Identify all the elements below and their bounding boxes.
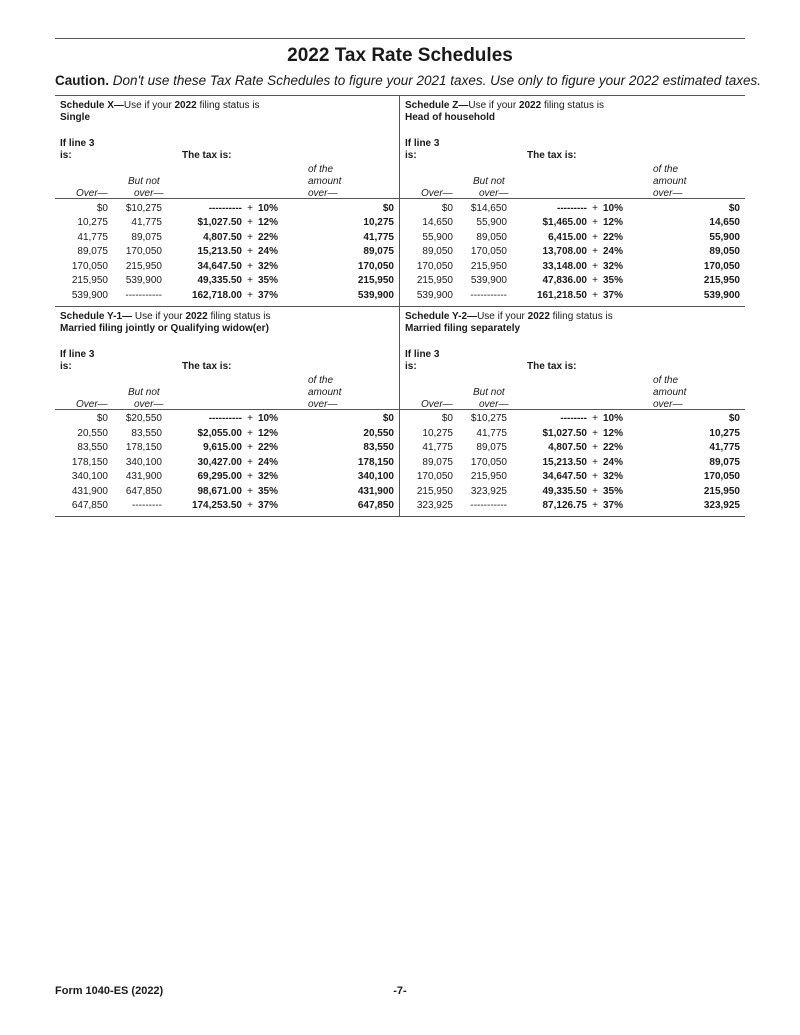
amount-label: amount (308, 176, 342, 187)
over-cell: 647,850 (71, 500, 108, 512)
schedule-row-2 (55, 306, 745, 518)
but-not-over-label: over— (134, 188, 164, 199)
amount-label: amount (653, 176, 687, 187)
plus-sign: + (592, 289, 598, 301)
table-row (405, 259, 741, 274)
schedule-name: Schedule Y-2— (405, 310, 478, 322)
plus-sign: + (592, 217, 598, 229)
table-row (60, 499, 395, 514)
but-not-over-cell: $14,650 (470, 202, 507, 214)
tax-base-cell: ---------- (208, 413, 242, 425)
is-label: is: (405, 150, 417, 161)
tax-base-cell: -------- (560, 413, 587, 425)
tax-is-label: The tax is: (527, 360, 577, 372)
filing-status: Married filing jointly or Qualifying widow(er) (60, 322, 269, 334)
tax-base-cell: 162,718.00 (191, 289, 242, 301)
but-not-over-cell: 178,150 (125, 442, 162, 454)
but-not-over-cell: 170,050 (125, 246, 162, 258)
tax-base-cell: 6,415.00 (548, 231, 587, 243)
plus-sign: + (247, 246, 253, 258)
plus-sign: + (247, 260, 253, 272)
table-row (405, 201, 741, 216)
of-amount-over-cell: $0 (382, 413, 394, 425)
of-amount-over-cell: 10,275 (363, 217, 394, 229)
of-amount-over-cell: 89,075 (363, 246, 394, 258)
rate-cell: 10% (258, 413, 279, 425)
schedule-desc-pre: Use if your (132, 310, 186, 322)
of-amount-over-cell: 170,050 (703, 260, 740, 272)
tax-base-cell: 69,295.00 (197, 471, 242, 483)
but-not-over-cell: 323,925 (470, 485, 507, 497)
but-not-label: But not (128, 176, 160, 187)
amount-label: amount (308, 386, 342, 398)
but-not-over-cell: 215,950 (470, 471, 507, 483)
rate-cell: 24% (258, 246, 279, 258)
plus-sign: + (592, 427, 598, 439)
rate-cell: 32% (258, 260, 279, 272)
schedule-y1 (55, 306, 400, 517)
plus-sign: + (247, 202, 253, 214)
of-amount-over-cell: 83,550 (363, 442, 394, 454)
table-row (60, 455, 395, 470)
but-not-over-label: over— (134, 398, 164, 410)
is-label: is: (60, 150, 72, 161)
rate-cell: 35% (603, 275, 624, 287)
rate-table (60, 412, 395, 514)
plus-sign: + (247, 471, 253, 483)
table-row (405, 455, 741, 470)
schedule-z (400, 95, 745, 306)
tax-base-cell: 161,218.50 (536, 289, 587, 301)
plus-sign: + (247, 413, 253, 425)
tax-base-cell: 13,708.00 (542, 246, 587, 258)
over-cell: 41,775 (77, 231, 108, 243)
schedule-desc-pre: Use if your (468, 100, 519, 111)
rate-table (405, 412, 741, 514)
but-not-over-cell: 539,900 (125, 275, 162, 287)
but-not-over-cell: ----------- (125, 289, 162, 301)
but-not-over-cell: 89,075 (476, 442, 507, 454)
rate-cell: 22% (258, 442, 279, 454)
over-cell: 41,775 (422, 442, 453, 454)
table-row (60, 426, 395, 441)
of-amount-over-cell: 41,775 (363, 231, 394, 243)
footer-form-name: Form 1040-ES (2022) (55, 985, 164, 997)
table-row (60, 259, 395, 274)
but-not-over-label: over— (479, 398, 509, 410)
page-title: 2022 Tax Rate Schedules (287, 45, 513, 66)
if-line-label: If line 3 (405, 348, 440, 360)
schedule-row-1 (55, 95, 745, 306)
tax-base-cell: 174,253.50 (191, 500, 242, 512)
rate-cell: 24% (603, 456, 624, 468)
but-not-over-cell: 170,050 (470, 246, 507, 258)
filing-status: Single (60, 112, 91, 123)
if-line-label: If line 3 (60, 348, 95, 360)
of-amount-over-cell: 323,925 (703, 500, 740, 512)
of-amount-over-cell: 55,900 (709, 231, 740, 243)
footer-page-number: -7- (393, 985, 407, 997)
over-label: Over— (76, 398, 108, 410)
schedule-y2 (400, 306, 745, 517)
over-cell: 539,900 (71, 289, 108, 301)
table-row (405, 470, 741, 485)
but-not-over-cell: 41,775 (131, 217, 162, 229)
of-amount-over-cell: 178,150 (357, 456, 394, 468)
of-amount-over-cell: 20,550 (363, 427, 394, 439)
plus-sign: + (247, 500, 253, 512)
of-amount-over-cell: 539,900 (357, 289, 394, 301)
plus-sign: + (592, 246, 598, 258)
of-amount-over-cell: 170,050 (703, 471, 740, 483)
of-amount-over-cell: $0 (382, 202, 394, 214)
of-amount-over-cell: 215,950 (703, 275, 740, 287)
table-row (405, 230, 741, 245)
but-not-label: But not (473, 176, 505, 187)
table-row (405, 274, 741, 289)
of-amount-over-cell: 340,100 (357, 471, 394, 483)
rate-cell: 22% (258, 231, 279, 243)
table-row (60, 274, 395, 289)
amount-label: amount (653, 386, 687, 398)
tax-base-cell: ---------- (208, 202, 242, 214)
plus-sign: + (247, 231, 253, 243)
tax-base-cell: $1,027.50 (542, 427, 587, 439)
rate-cell: 32% (603, 260, 624, 272)
rate-cell: 24% (603, 246, 624, 258)
tax-is-label: The tax is: (182, 150, 232, 161)
caution-text: Don't use these Tax Rate Schedules to figure your 2021 taxes. Use only to figure your 2022 estimated taxes. (112, 73, 761, 88)
tax-is-label: The tax is: (527, 150, 577, 161)
caution-label: Caution. (55, 73, 109, 88)
schedule-header (60, 311, 395, 337)
schedule-header (405, 311, 741, 337)
rate-cell: 12% (258, 217, 279, 229)
tax-base-cell: 15,213.50 (542, 456, 587, 468)
rate-cell: 10% (603, 202, 624, 214)
but-not-over-cell: 340,100 (125, 456, 162, 468)
of-amount-over-cell: $0 (728, 202, 740, 214)
rate-cell: 10% (603, 413, 624, 425)
over-cell: $0 (441, 413, 453, 425)
but-not-over-cell: $20,550 (125, 413, 162, 425)
of-amount-over-cell: 431,900 (357, 485, 394, 497)
table-row (60, 441, 395, 456)
table-row (405, 499, 741, 514)
of-amount-over-cell: 539,900 (703, 289, 740, 301)
of-the-label: of the (653, 374, 679, 386)
caution-note (55, 73, 761, 88)
plus-sign: + (592, 275, 598, 287)
over-cell: 55,900 (422, 231, 453, 243)
of-amount-over-cell: 215,950 (703, 485, 740, 497)
over-label: Over— (76, 188, 108, 199)
table-row (60, 201, 395, 216)
plus-sign: + (592, 500, 598, 512)
over-label: Over— (421, 188, 453, 199)
rate-cell: 32% (603, 471, 624, 483)
rate-table (405, 201, 741, 303)
tax-base-cell: 49,335.50 (197, 275, 242, 287)
tax-base-cell: 33,148.00 (542, 260, 587, 272)
schedule-desc-post: filing status is (541, 100, 604, 111)
of-amount-over-cell: 41,775 (709, 442, 740, 454)
plus-sign: + (592, 202, 598, 214)
over-cell: 89,050 (422, 246, 453, 258)
plus-sign: + (592, 456, 598, 468)
over-cell: 83,550 (77, 442, 108, 454)
filing-status: Head of household (405, 112, 495, 123)
but-not-over-cell: 41,775 (476, 427, 507, 439)
over-cell: 178,150 (71, 456, 108, 468)
top-rule (55, 38, 745, 39)
rate-cell: 32% (258, 471, 279, 483)
table-row (405, 412, 741, 427)
but-not-over-cell: 647,850 (125, 485, 162, 497)
but-not-over-cell: 89,075 (131, 231, 162, 243)
column-headers (60, 126, 395, 198)
rate-cell: 37% (603, 289, 624, 301)
plus-sign: + (247, 275, 253, 287)
rate-cell: 22% (603, 442, 624, 454)
rate-table (60, 201, 395, 303)
plus-sign: + (247, 485, 253, 497)
schedule-year: 2022 (518, 100, 542, 111)
table-row (405, 288, 741, 303)
column-headers (60, 337, 395, 409)
over-cell: 170,050 (416, 471, 453, 483)
of-amount-over-cell: 89,050 (709, 246, 740, 258)
table-row (60, 484, 395, 499)
schedule-name: Schedule X— (60, 100, 124, 111)
over-cell: $0 (96, 202, 108, 214)
of-the-label: of the (308, 164, 334, 175)
schedule-name: Schedule Y-1— (60, 310, 133, 322)
over-amount-label: over— (653, 188, 683, 199)
table-row (405, 441, 741, 456)
tax-base-cell: 34,647.50 (542, 471, 587, 483)
but-not-over-cell: --------- (132, 500, 162, 512)
rate-cell: 10% (258, 202, 279, 214)
over-cell: 431,900 (71, 485, 108, 497)
rate-cell: 12% (603, 217, 624, 229)
over-cell: 215,950 (71, 275, 108, 287)
but-not-label: But not (128, 386, 160, 398)
schedule-desc-post: filing status is (196, 100, 260, 111)
tax-base-cell: 30,427.00 (197, 456, 242, 468)
if-line-label: If line 3 (405, 138, 440, 149)
rate-cell: 35% (603, 485, 624, 497)
column-headers (405, 126, 741, 198)
of-amount-over-cell: 215,950 (357, 275, 394, 287)
over-cell: 10,275 (422, 427, 453, 439)
rate-cell: 12% (258, 427, 279, 439)
over-cell: 170,050 (416, 260, 453, 272)
but-not-over-cell: 431,900 (125, 471, 162, 483)
rate-cell: 35% (258, 275, 279, 287)
table-row (405, 245, 741, 260)
schedule-name: Schedule Z— (405, 100, 469, 111)
tax-base-cell: $2,055.00 (197, 427, 242, 439)
schedule-header (60, 100, 395, 126)
plus-sign: + (592, 260, 598, 272)
of-amount-over-cell: $0 (728, 413, 740, 425)
tax-schedules-grid (55, 95, 745, 517)
but-not-over-cell: 170,050 (470, 456, 507, 468)
but-not-over-cell: ----------- (470, 289, 507, 301)
schedule-desc-pre: Use if your (477, 310, 528, 322)
tax-base-cell: 98,671.00 (197, 485, 242, 497)
but-not-label: But not (473, 386, 505, 398)
of-the-label: of the (653, 164, 679, 175)
over-cell: $0 (441, 202, 453, 214)
over-amount-label: over— (653, 398, 683, 410)
tax-base-cell: --------- (557, 202, 587, 214)
over-cell: 539,900 (416, 289, 453, 301)
filing-status: Married filing separately (405, 322, 521, 334)
tax-is-label: The tax is: (182, 360, 232, 372)
table-row (405, 484, 741, 499)
but-not-over-cell: 55,900 (476, 217, 507, 229)
plus-sign: + (247, 456, 253, 468)
of-amount-over-cell: 89,075 (709, 456, 740, 468)
table-row (60, 245, 395, 260)
schedule-desc-pre: Use if your (123, 100, 175, 111)
over-cell: $0 (96, 413, 108, 425)
of-the-label: of the (308, 374, 334, 386)
over-cell: 323,925 (416, 500, 453, 512)
over-cell: 215,950 (416, 485, 453, 497)
tax-base-cell: $1,465.00 (542, 217, 587, 229)
over-label: Over— (421, 398, 453, 410)
but-not-over-cell: 89,050 (476, 231, 507, 243)
over-cell: 89,075 (77, 246, 108, 258)
tax-base-cell: 49,335.50 (542, 485, 587, 497)
is-label: is: (60, 360, 72, 372)
of-amount-over-cell: 170,050 (357, 260, 394, 272)
table-row (60, 230, 395, 245)
schedule-desc-post: filing status is (207, 310, 271, 322)
plus-sign: + (247, 289, 253, 301)
schedule-year: 2022 (174, 100, 197, 111)
plus-sign: + (247, 217, 253, 229)
schedule-year: 2022 (527, 310, 550, 322)
over-cell: 10,275 (77, 217, 108, 229)
over-cell: 20,550 (77, 427, 108, 439)
table-row (60, 412, 395, 427)
schedule-year: 2022 (185, 310, 208, 322)
plus-sign: + (247, 442, 253, 454)
rate-cell: 35% (258, 485, 279, 497)
over-cell: 89,075 (422, 456, 453, 468)
tax-base-cell: 47,836.00 (542, 275, 587, 287)
plus-sign: + (592, 413, 598, 425)
but-not-over-cell: 215,950 (125, 260, 162, 272)
schedule-header (405, 100, 741, 126)
but-not-over-cell: 539,900 (470, 275, 507, 287)
is-label: is: (405, 360, 417, 372)
tax-base-cell: 4,807.50 (548, 442, 587, 454)
rate-cell: 24% (258, 456, 279, 468)
column-headers (405, 337, 741, 409)
of-amount-over-cell: 647,850 (357, 500, 394, 512)
but-not-over-cell: $10,275 (125, 202, 162, 214)
tax-base-cell: $1,027.50 (197, 217, 242, 229)
table-row (60, 288, 395, 303)
but-not-over-cell: 215,950 (470, 260, 507, 272)
rate-cell: 22% (603, 231, 624, 243)
plus-sign: + (592, 485, 598, 497)
plus-sign: + (247, 427, 253, 439)
tax-base-cell: 15,213.50 (197, 246, 242, 258)
over-amount-label: over— (308, 398, 338, 410)
schedule-desc-post: filing status is (549, 310, 613, 322)
but-not-over-cell: $10,275 (470, 413, 507, 425)
over-cell: 170,050 (71, 260, 108, 272)
plus-sign: + (592, 471, 598, 483)
if-line-label: If line 3 (60, 138, 95, 149)
rate-cell: 37% (258, 500, 279, 512)
rate-cell: 37% (258, 289, 279, 301)
rate-cell: 12% (603, 427, 624, 439)
of-amount-over-cell: 10,275 (709, 427, 740, 439)
schedule-x (55, 95, 400, 306)
table-row (60, 216, 395, 231)
table-row (60, 470, 395, 485)
over-cell: 14,650 (422, 217, 453, 229)
over-amount-label: over— (308, 188, 338, 199)
but-not-over-cell: ----------- (470, 500, 507, 512)
tax-base-cell: 34,647.50 (197, 260, 242, 272)
table-row (405, 216, 741, 231)
tax-base-cell: 87,126.75 (542, 500, 587, 512)
tax-base-cell: 9,615.00 (203, 442, 242, 454)
of-amount-over-cell: 14,650 (709, 217, 740, 229)
but-not-over-cell: 83,550 (131, 427, 162, 439)
plus-sign: + (592, 231, 598, 243)
but-not-over-label: over— (479, 188, 509, 199)
tax-base-cell: 4,807.50 (203, 231, 242, 243)
over-cell: 340,100 (71, 471, 108, 483)
rate-cell: 37% (603, 500, 624, 512)
plus-sign: + (592, 442, 598, 454)
table-row (405, 426, 741, 441)
over-cell: 215,950 (416, 275, 453, 287)
